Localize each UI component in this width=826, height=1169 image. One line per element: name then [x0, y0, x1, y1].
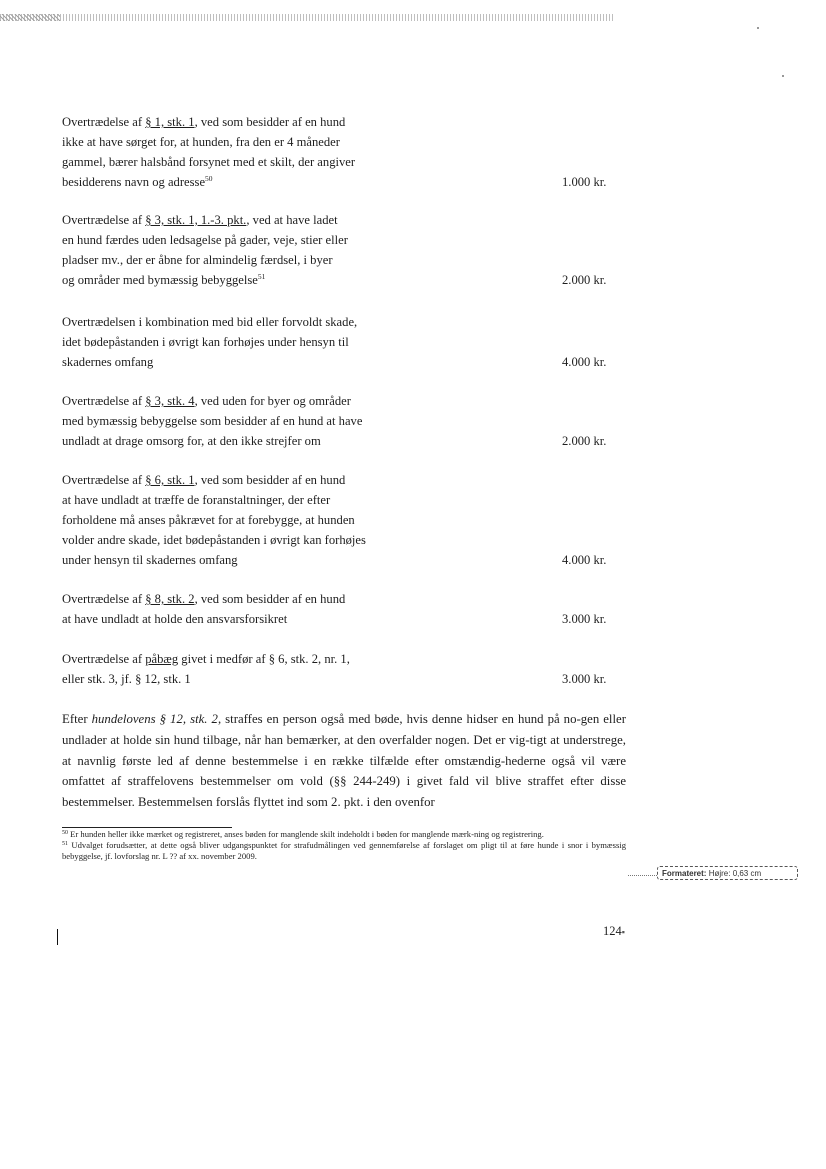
section-reference: § 1, stk. 1 [145, 115, 195, 129]
penalty-line [62, 250, 522, 270]
penalty-entry [62, 589, 622, 629]
penalty-line [62, 589, 522, 609]
penalty-line [62, 172, 522, 192]
section-reference: § 3, stk. 1, 1.-3. pkt. [145, 213, 247, 227]
footnote-number: 51 [62, 841, 68, 847]
footnote-reference: 51 [257, 272, 266, 281]
change-bar [57, 929, 58, 945]
penalty-line [62, 470, 522, 490]
text-run: , ved at have ladet [246, 213, 338, 227]
formatting-balloon-label: Formateret: [662, 869, 707, 878]
penalty-description [62, 470, 522, 570]
penalty-line [62, 510, 522, 530]
penalty-line [62, 112, 522, 132]
penalty-entry [62, 210, 622, 290]
text-run: besidderens navn og adresse [62, 175, 206, 189]
penalty-entry [62, 649, 622, 689]
formatting-balloon-text: Højre: 0,63 cm [708, 869, 762, 878]
penalty-description [62, 112, 522, 192]
section-reference: § 3, stk. 4 [145, 394, 195, 408]
scan-speck [782, 75, 784, 77]
penalty-amount: 2.000 kr. [562, 434, 607, 448]
penalty-line [62, 312, 522, 332]
penalty-amount: 2.000 kr. [562, 273, 607, 287]
text-run: Efter [62, 712, 92, 726]
section-reference: § 8, stk. 2 [145, 592, 195, 606]
text-run: Overtrædelse af [62, 592, 146, 606]
penalty-line [62, 431, 522, 451]
penalty-line [62, 210, 522, 230]
text-run: under hensyn til skadernes omfang [62, 553, 238, 567]
text-run: volder andre skade, idet bødepåstanden i øvrigt kan forhøjes [62, 533, 366, 547]
text-run: med bymæssig bebyggelse som besidder af en hund at have [62, 414, 363, 428]
text-run: Overtrædelse af [62, 115, 146, 129]
penalty-line [62, 669, 522, 689]
text-run: undladt at drage omsorg for, at den ikke strejfer om [62, 434, 321, 448]
footnote-number: 50 [62, 830, 68, 836]
penalty-amount: 3.000 kr. [562, 672, 607, 686]
footnote [62, 829, 626, 840]
penalty-line [62, 490, 522, 510]
section-reference: § 6, stk. 1 [145, 473, 195, 487]
text-run: Overtrædelse af [62, 473, 146, 487]
penalty-line [62, 609, 522, 629]
penalty-description [62, 589, 522, 629]
penalty-description [62, 649, 522, 689]
text-run: Overtrædelsen i kombination med bid eller forvoldt skade, [62, 315, 358, 329]
text-run: , ved som besidder af en hund [194, 115, 346, 129]
formatting-balloon[interactable] [657, 866, 798, 880]
section-reference: påbæg [145, 652, 179, 666]
footnote-text: Er hunden heller ikke mærket og registreret, anses bøden for manglende skilt indeholdt i bøden for manglende mærk-ning og registrering. [68, 829, 544, 839]
law-reference: hundelovens § 12, stk. 2 [91, 712, 218, 726]
penalty-line [62, 152, 522, 172]
penalty-amount: 3.000 kr. [562, 612, 607, 626]
text-run: pladser mv., der er åbne for almindelig færdsel, i byer [62, 253, 333, 267]
penalty-line [62, 332, 522, 352]
penalty-line [62, 550, 522, 570]
text-run: , ved som besidder af en hund [194, 592, 346, 606]
penalty-line [62, 132, 522, 152]
penalty-line [62, 270, 522, 290]
text-run: idet bødepåstanden i øvrigt kan forhøjes under hensyn til [62, 335, 349, 349]
penalty-line [62, 649, 522, 669]
text-run: , ved uden for byer og områder [194, 394, 351, 408]
body-paragraph [62, 709, 626, 813]
comment-connector-line [628, 875, 657, 876]
penalty-line [62, 391, 522, 411]
penalty-description [62, 391, 522, 451]
text-run: Overtrædelse af [62, 652, 146, 666]
scan-speck [757, 27, 759, 29]
text-run: ikke at have sørget for, at hunden, fra den er 4 måneder [62, 135, 340, 149]
penalty-description [62, 312, 522, 372]
page-number: 124▪ [603, 924, 625, 938]
text-run: eller stk. 3, jf. § 12, stk. 1 [62, 672, 191, 686]
penalty-line [62, 230, 522, 250]
text-run: skadernes omfang [62, 355, 154, 369]
text-run: og områder med bymæssig bebyggelse [62, 273, 258, 287]
penalty-line [62, 352, 522, 372]
penalty-entry [62, 391, 622, 451]
penalty-description [62, 210, 522, 290]
text-run: gammel, bærer halsbånd forsynet med et skilt, der angiver [62, 155, 356, 169]
text-run: at have undladt at holde den ansvarsforsikret [62, 612, 288, 626]
text-run: Overtrædelse af [62, 394, 146, 408]
penalty-amount: 4.000 kr. [562, 553, 607, 567]
footnotes [62, 829, 626, 862]
text-run: , straffes en person også med bøde, hvis denne hidser en hund på no-gen eller undlader at holde sin hund tilbage, når han bemærker, at den overfalder nogen. Det er vig-tigt at understrege, at navnlig første led af denne bestemmelse i en række tilfælde efter omstændig-hederne også vil være omfattet af straffelovens bestemmelser om vold (§§ 244-249) i givet fald vil blive straffet efter disse bestemmelser. Bestemmelsen forslås flyttet ind som 2. pkt. i den ovenfor [62, 712, 626, 810]
penalty-entry [62, 312, 622, 372]
text-run: at have undladt at træffe de foranstaltninger, der efter [62, 493, 331, 507]
penalty-amount: 1.000 kr. [562, 175, 607, 189]
penalty-line [62, 411, 522, 431]
footnote [62, 840, 626, 862]
penalty-entry [62, 470, 622, 570]
text-run: givet i medfør af § 6, stk. 2, nr. 1, [178, 652, 350, 666]
footnote-separator [62, 827, 232, 828]
text-run: forholdene må anses påkrævet for at forebygge, at hunden [62, 513, 355, 527]
penalty-amount: 4.000 kr. [562, 355, 607, 369]
penalty-line [62, 530, 522, 550]
penalty-entry [62, 112, 622, 192]
footnote-text: Udvalget forudsætter, at dette også bliver udgangspunktet for strafudmålingen ved gennemførelse af forslaget om pligt til at føre hunde i snor i bymæssig bebyggelse, jf. lovforslag nr. L ?? af xx. november 2009. [62, 840, 626, 861]
footnote-reference: 50 [205, 174, 213, 183]
scan-edge-artifact [0, 14, 615, 21]
page-number-value: 124 [603, 924, 622, 938]
text-run: Overtrædelse af [62, 213, 146, 227]
text-run: , ved som besidder af en hund [194, 473, 346, 487]
text-run: en hund færdes uden ledsagelse på gader, veje, stier eller [62, 233, 348, 247]
